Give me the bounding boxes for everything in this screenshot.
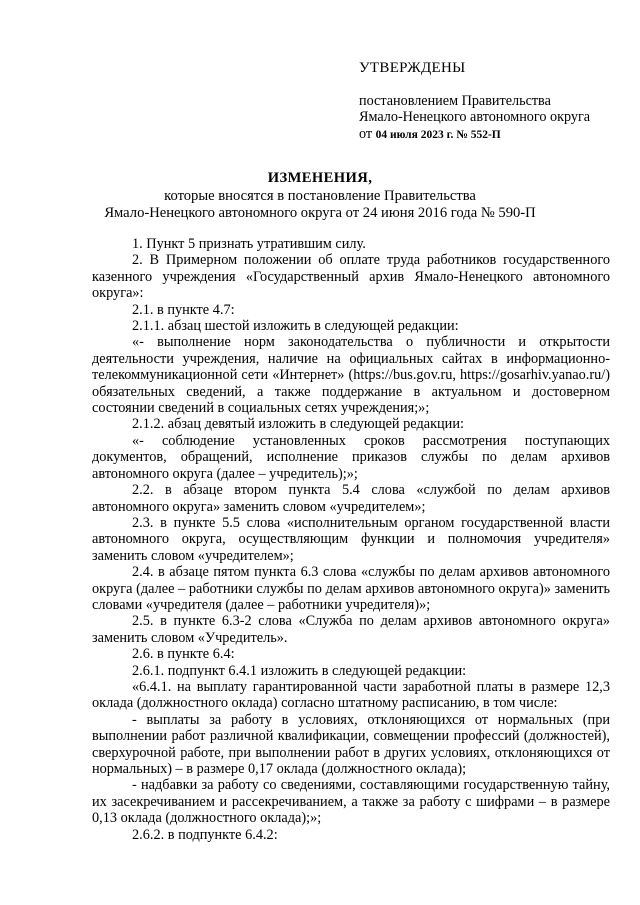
paragraph: - выплаты за работу в условиях, отклоняющихся от нормальных (при выполнении работ различной квалификации, совмещении профессий (должностей), сверхурочной работе, при выполнении работ в других условиях, отклоняющихся от нормальных) – в размере 0,17 оклада (должностного оклада);: [92, 711, 610, 777]
document-heading: [0, 170, 640, 223]
paragraph: «- выполнение норм законодательства о публичности и открытости деятельности учреждения, наличие на официальных сайтах в информационно-телекоммуникационной сети «Интернет» (https://bus.gov.ru, https://gosarhiv.yanao.ru/) обязательных сведений, а также поддержание в актуальном и достоверном состоянии сведений в социальных сетях учреждения;»;: [92, 334, 610, 417]
paragraph: 2.1.1. абзац шестой изложить в следующей редакции:: [132, 318, 459, 335]
approved-label: УТВЕРЖДЕНЫ: [359, 60, 466, 76]
heading-line-1: которые вносятся в постановление Правительства: [164, 187, 476, 204]
paragraph: 2.6.2. в подпункте 6.4.2:: [132, 826, 278, 843]
document-body: [92, 236, 610, 843]
paragraph: 2.3. в пункте 5.5 слова «исполнительным органом государственной власти автономного округа, осуществляющим функции и полномочия учредителя» заменить словом «учредителем»;: [92, 514, 610, 564]
approval-date-line: [359, 126, 629, 144]
approval-block: [359, 60, 629, 143]
paragraph: 2.1.2. абзац девятый изложить в следующей редакции:: [132, 416, 464, 433]
paragraph: 1. Пункт 5 признать утратившим силу.: [132, 236, 366, 252]
paragraph: 2. В Примерном положении об оплате труда работников государственного казенного учреждения «Государственный архив Ямало-Ненецкого автономного округа»:: [92, 252, 610, 302]
paragraph: 2.5. в пункте 6.3-2 слова «Служба по делам архивов автономного округа» заменить словом «Учредитель».: [92, 613, 610, 646]
paragraph: 2.2. в абзаце втором пункта 5.4 слова «службой по делам архивов автономного округа» заменить словом «учредителем»;: [92, 482, 610, 515]
paragraph: 2.4. в абзаце пятом пункта 6.3 слова «службы по делам архивов автономного округа (далее – работники службы по делам архивов автономного округа)» заменить словами «учредителя (далее – работники учредителя)»;: [92, 564, 610, 613]
paragraph: «- соблюдение установленных сроков рассмотрения поступающих документов, обращений, исполнение приказов службы по делам архивов автономного округа (далее – учредитель);»;: [92, 432, 610, 482]
paragraph: 2.6. в пункте 6.4:: [132, 646, 235, 663]
heading-line-2: Ямало-Ненецкого автономного округа от 24 июня 2016 года № 590-П: [104, 205, 536, 221]
approval-from: от: [359, 125, 373, 142]
document-title: ИЗМЕНЕНИЯ,: [267, 170, 373, 186]
paragraph: - надбавки за работу со сведениями, составляющими государственную тайну, их засекречиванием и рассекречиванием, а также за работу с шифрами – в размере 0,13 оклада (должностного оклада);»;: [92, 777, 610, 827]
approval-line-2: Ямало-Ненецкого автономного округа: [359, 109, 591, 125]
paragraph: «6.4.1. на выплату гарантированной части заработной платы в размере 12,3 оклада (должностного оклада) согласно штатному расписанию, в том числе:: [92, 678, 610, 712]
approval-date: 04 июля 2023 г. № 552-П: [375, 128, 501, 141]
paragraph: 2.1. в пункте 4.7:: [132, 301, 235, 318]
paragraph: 2.6.1. подпункт 6.4.1 изложить в следующей редакции:: [132, 662, 467, 679]
approval-line-1: постановлением Правительства: [359, 92, 551, 109]
